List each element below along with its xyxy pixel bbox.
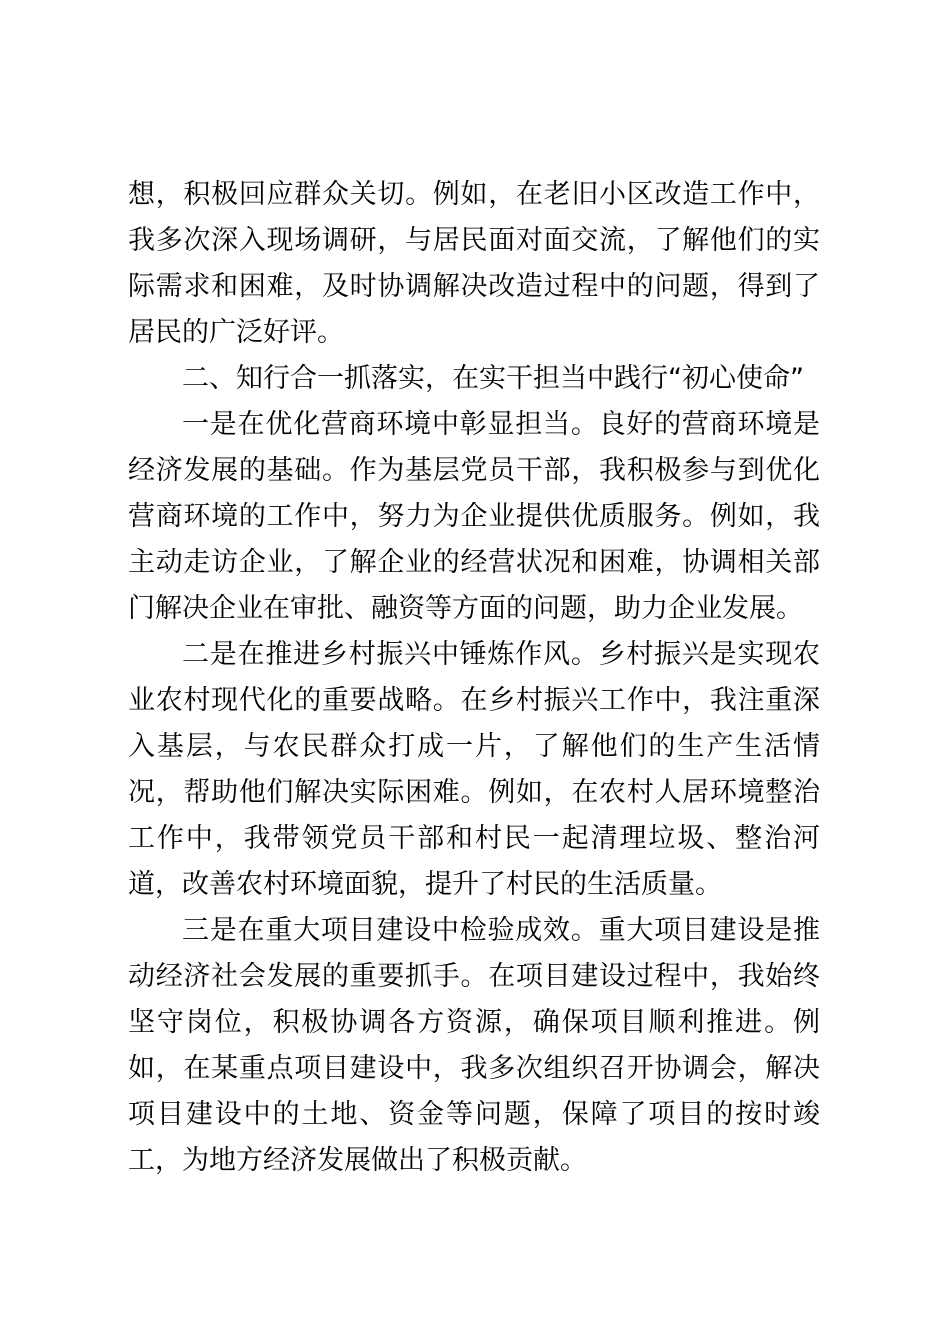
paragraph-point-2: 二是在推进乡村振兴中锤炼作风。乡村振兴是实现农业农村现代化的重要战略。在乡村振兴工作中，我注重深入基层，与农民群众打成一片，了解他们的生产生活情况，帮助他们解决实际困难。例如，在农村人居环境整治工作中，我带领党员干部和村民一起清理垃圾、整治河道，改善农村环境面貌，提升了村民的生活质量。 xyxy=(128,639,820,900)
section-heading: 二、知行合一抓落实，在实干担当中践行“初心使命” xyxy=(182,363,804,394)
paragraph-point-3: 三是在重大项目建设中检验成效。重大项目建设是推动经济社会发展的重要抓手。在项目建设过程中，我始终坚守岗位，积极协调各方资源，确保项目顺利推进。例如，在某重点项目建设中，我多次组织召开协调会，解决项目建设中的土地、资金等问题，保障了项目的按时竣工，为地方经济发展做出了积极贡献。 xyxy=(128,915,820,1176)
paragraph-point-1: 一是在优化营商环境中彰显担当。良好的营商环境是经济发展的基础。作为基层党员干部，我积极参与到优化营商环境的工作中，努力为企业提供优质服务。例如，我主动走访企业，了解企业的经营状况和困难，协调相关部门解决企业在审批、融资等方面的问题，助力企业发展。 xyxy=(128,409,820,624)
document-body xyxy=(128,172,820,1184)
paragraph-continued: 想，积极回应群众关切。例如，在老旧小区改造工作中，我多次深入现场调研，与居民面对面交流，了解他们的实际需求和困难，及时协调解决改造过程中的问题，得到了居民的广泛好评。 xyxy=(128,179,820,348)
